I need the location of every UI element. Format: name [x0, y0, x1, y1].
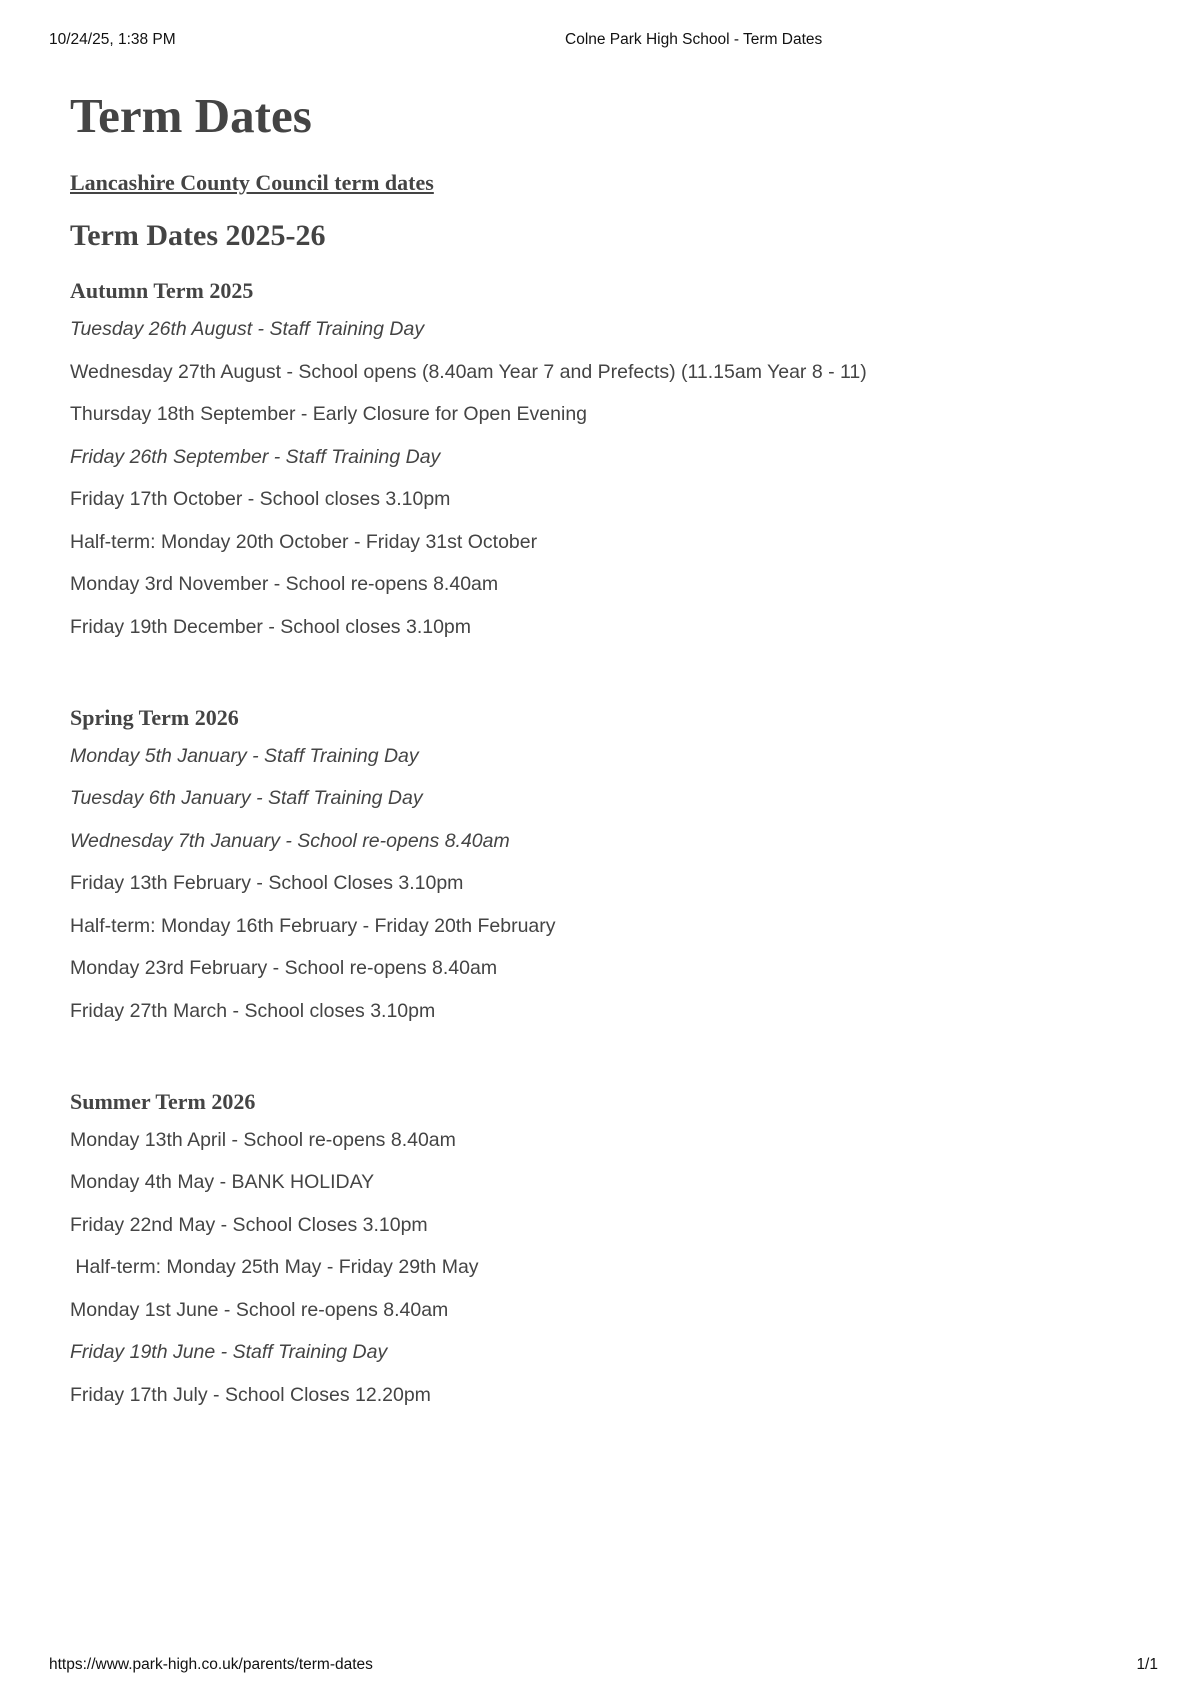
- print-footer: [49, 1656, 1158, 1676]
- print-header: [49, 31, 1158, 51]
- term-date-item: Half-term: Monday 20th October - Friday 31st October: [70, 530, 538, 553]
- term-date-item: Friday 17th July - School Closes 12.20pm: [70, 1383, 431, 1406]
- print-url: https://www.park-high.co.uk/parents/term-dates: [49, 1656, 373, 1673]
- autumn-term-list: [70, 317, 1130, 640]
- term-date-item: Friday 19th December - School closes 3.10pm: [70, 615, 472, 638]
- term-heading-autumn: Autumn Term 2025: [70, 278, 254, 303]
- lancashire-term-dates-link[interactable]: Lancashire County Council term dates: [70, 170, 434, 195]
- term-date-item: Tuesday 6th January - Staff Training Day: [70, 787, 423, 809]
- term-date-item: Friday 17th October - School closes 3.10pm: [70, 488, 451, 510]
- term-date-item: Monday 5th January - Staff Training Day: [70, 744, 419, 767]
- term-date-item: Wednesday 27th August - School opens (8.40am Year 7 and Prefects) (11.15am Year 8 - 11): [70, 360, 867, 383]
- term-date-item: Wednesday 7th January - School re-opens 8.40am: [70, 829, 510, 852]
- spring-term-list: [70, 744, 1130, 1024]
- term-date-item: Monday 1st June - School re-opens 8.40am: [70, 1298, 449, 1321]
- summer-term-section: [70, 1087, 1130, 1408]
- print-page-title: Colne Park High School - Term Dates: [565, 31, 823, 48]
- term-date-item: Friday 27th March - School closes 3.10pm: [70, 999, 436, 1022]
- term-heading-spring: Spring Term 2026: [70, 704, 239, 730]
- print-page-number: 1/1: [1136, 1656, 1158, 1673]
- term-date-item: Tuesday 26th August - Staff Training Day: [70, 318, 425, 340]
- term-date-item: Thursday 18th September - Early Closure for Open Evening: [70, 403, 588, 425]
- main-content: [70, 84, 1130, 1425]
- term-date-item: Monday 4th May - BANK HOLIDAY: [70, 1171, 375, 1193]
- term-date-item: Friday 26th September - Staff Training Day: [70, 445, 441, 468]
- spring-term-section: [70, 703, 1130, 1024]
- year-heading: Term Dates 2025-26: [70, 219, 326, 252]
- print-datetime: 10/24/25, 1:38 PM: [49, 31, 176, 48]
- page-title: Term Dates: [70, 88, 312, 143]
- term-date-item: Half-term: Monday 16th February - Friday 20th February: [70, 914, 556, 937]
- term-date-item: Monday 3rd November - School re-opens 8.40am: [70, 573, 499, 595]
- term-date-item: Friday 19th June - Staff Training Day: [70, 1341, 388, 1363]
- summer-term-list: [70, 1128, 1130, 1408]
- autumn-term-section: [70, 276, 1130, 640]
- term-date-item: Friday 22nd May - School Closes 3.10pm: [70, 1213, 428, 1236]
- term-date-item: Half-term: Monday 25th May - Friday 29th May: [70, 1256, 479, 1278]
- term-date-item: Monday 13th April - School re-opens 8.40am: [70, 1128, 456, 1151]
- term-date-item: Monday 23rd February - School re-opens 8.40am: [70, 957, 498, 979]
- term-heading-summer: Summer Term 2026: [70, 1088, 256, 1114]
- term-date-item: Friday 13th February - School Closes 3.10pm: [70, 872, 464, 894]
